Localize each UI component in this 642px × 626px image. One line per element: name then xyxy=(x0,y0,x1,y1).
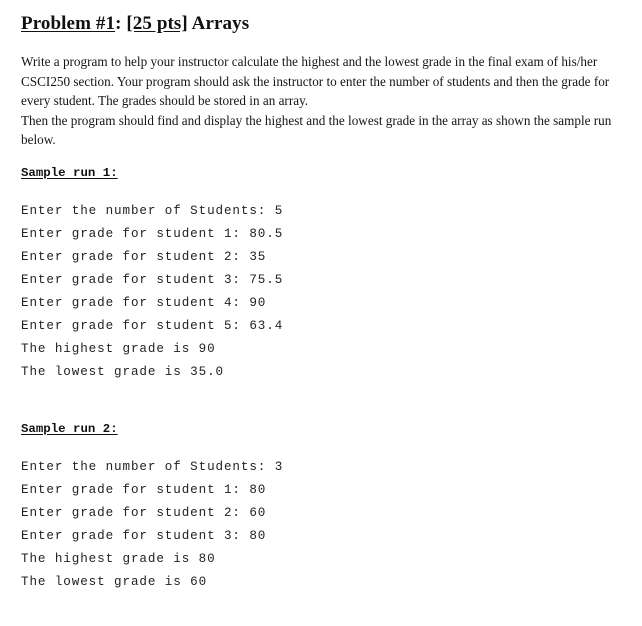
console-line: Enter grade for student 2: 60 xyxy=(21,506,267,520)
title-separator: : xyxy=(115,13,127,34)
problem-points: [25 pts] xyxy=(126,13,188,34)
sample-run-2-output xyxy=(21,456,283,594)
console-line: The highest grade is 90 xyxy=(21,342,216,356)
console-line: Enter grade for student 4: 90 xyxy=(21,296,267,310)
description-paragraph-2: Then the program should find and display the highest and the lowest grade in the array as shown the sample run below. xyxy=(21,112,612,147)
console-line: Enter grade for student 1: 80.5 xyxy=(21,227,284,241)
console-line: Enter the number of Students: 3 xyxy=(21,460,284,474)
problem-title xyxy=(21,12,249,36)
sample-run-1-heading: Sample run 1: xyxy=(21,166,118,180)
console-line: Enter grade for student 2: 35 xyxy=(21,250,267,264)
sample-run-1-output xyxy=(21,200,283,384)
description-paragraph-1: Write a program to help your instructor calculate the highest and the lowest grade in the final exam of his/her CSCI250 section. Your program should ask the instructor to enter the number of students and then the grade for every student. The grades should be stored in an array. xyxy=(21,54,610,108)
console-line: The lowest grade is 35.0 xyxy=(21,365,224,379)
sample-run-2-heading: Sample run 2: xyxy=(21,422,118,436)
console-line: Enter grade for student 3: 75.5 xyxy=(21,273,284,287)
problem-description xyxy=(21,52,629,150)
problem-topic: Arrays xyxy=(187,13,250,34)
console-line: Enter grade for student 1: 80 xyxy=(21,483,267,497)
console-line: Enter grade for student 3: 80 xyxy=(21,529,267,543)
console-line: Enter the number of Students: 5 xyxy=(21,204,284,218)
console-line: Enter grade for student 5: 63.4 xyxy=(21,319,284,333)
problem-number: Problem #1 xyxy=(21,13,116,34)
console-line: The highest grade is 80 xyxy=(21,552,216,566)
console-line: The lowest grade is 60 xyxy=(21,575,208,589)
